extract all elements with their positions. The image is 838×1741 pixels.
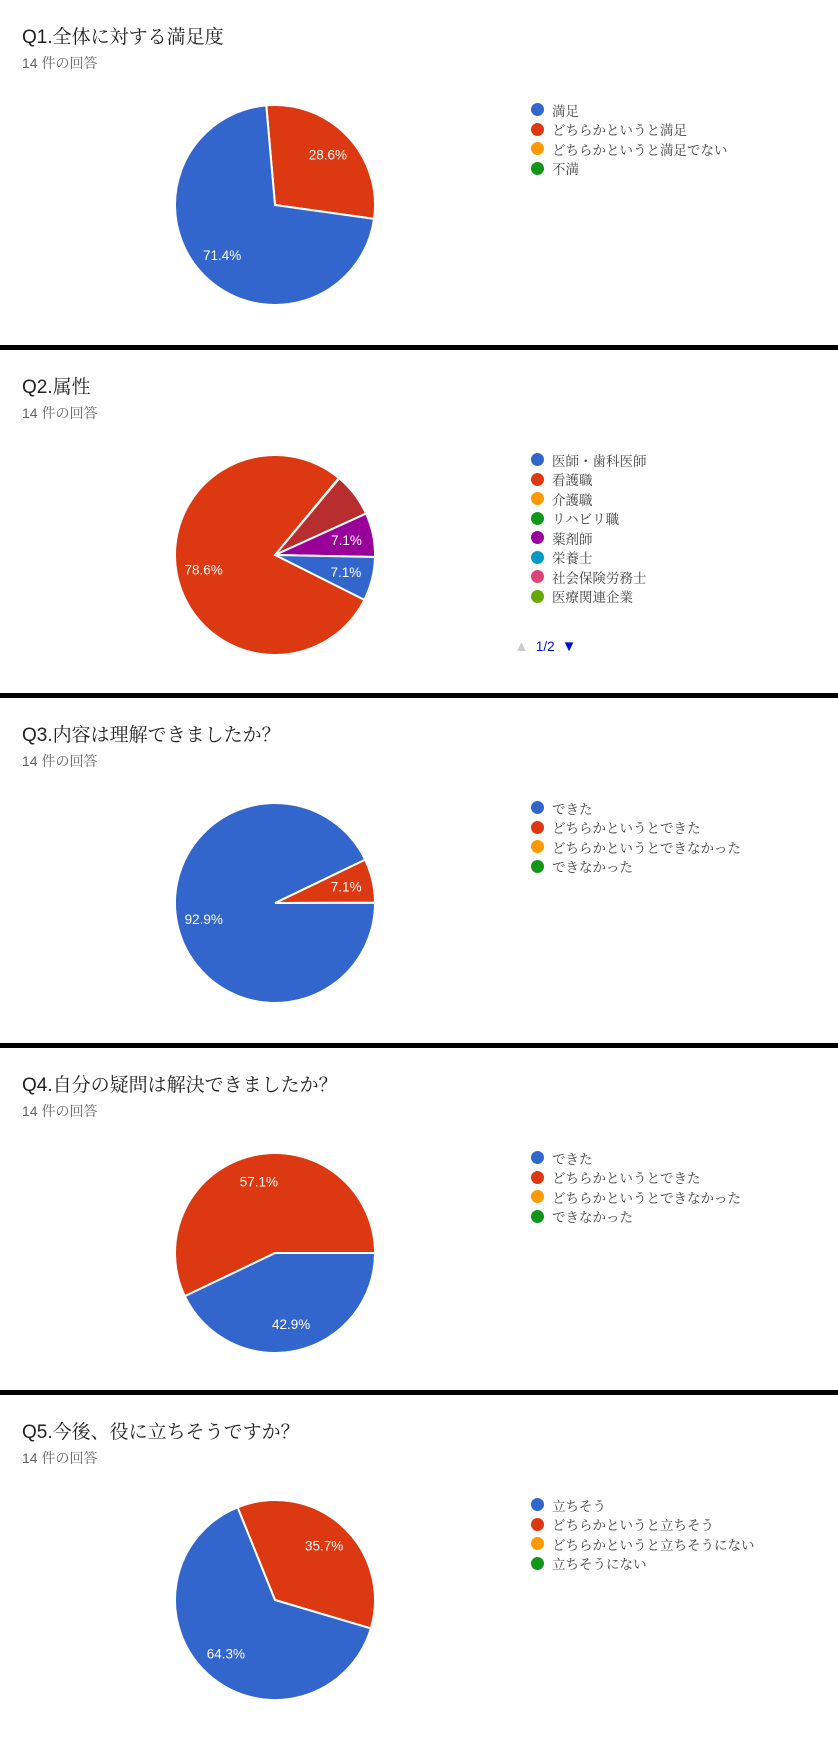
pie-chart xyxy=(170,100,380,310)
pie-slice-label: 71.4% xyxy=(202,248,242,264)
pie-chart xyxy=(170,450,380,660)
response-count: 14 件の回答 xyxy=(22,753,98,769)
legend-color-dot xyxy=(531,551,544,564)
legend-color-dot xyxy=(531,1537,544,1550)
pie-chart xyxy=(170,798,380,1008)
chart-legend xyxy=(531,450,647,606)
pie-slice-label: 92.9% xyxy=(184,912,223,928)
legend-item xyxy=(531,1515,755,1535)
response-count: 14 件の回答 xyxy=(22,405,98,421)
legend-item-label: 社会保険労務士 xyxy=(552,570,647,586)
pie-slice-label: 35.7% xyxy=(304,1538,344,1554)
legend-item-label: できなかった xyxy=(552,1210,633,1226)
legend-item xyxy=(531,1207,741,1227)
legend-item xyxy=(531,587,647,607)
question-title: Q1.全体に対する満足度 xyxy=(22,27,224,48)
pie-slice-label: 57.1% xyxy=(239,1174,279,1190)
legend-prev-icon: ▲ xyxy=(514,638,529,655)
legend-color-dot xyxy=(531,860,544,873)
legend-color-dot xyxy=(531,1518,544,1531)
question-title: Q2.属性 xyxy=(22,377,91,398)
legend-item-label: どちらかというとできなかった xyxy=(552,1190,741,1206)
legend-item xyxy=(531,100,728,120)
legend-item-label: 看護職 xyxy=(552,473,593,489)
legend-color-dot xyxy=(531,512,544,525)
legend-item-label: どちらかというとできなかった xyxy=(552,840,741,856)
legend-item-label: リハビリ職 xyxy=(552,512,620,528)
legend-item-label: どちらかというと立ちそうにない xyxy=(552,1537,755,1553)
question-section xyxy=(0,1048,838,1393)
legend-item-label: どちらかというと満足でない xyxy=(552,142,728,158)
question-section xyxy=(0,698,838,1043)
question-title: Q5.今後、役に立ちそうですか？ xyxy=(22,1422,300,1443)
legend-item xyxy=(531,528,647,548)
legend-item xyxy=(531,837,741,857)
legend-item-label: できた xyxy=(552,801,593,817)
legend-color-dot xyxy=(531,142,544,155)
chart-legend xyxy=(531,1495,755,1573)
legend-item xyxy=(531,1168,741,1188)
legend-item xyxy=(531,818,741,838)
question-section xyxy=(0,0,838,345)
legend-color-dot xyxy=(531,1151,544,1164)
legend-pager xyxy=(514,636,577,658)
legend-item-label: どちらかというと満足 xyxy=(552,123,687,139)
legend-item xyxy=(531,470,647,490)
legend-item xyxy=(531,489,647,509)
question-title: Q4.自分の疑問は解決できましたか？ xyxy=(22,1075,338,1096)
legend-color-dot xyxy=(531,531,544,544)
pie-slice xyxy=(175,803,375,1003)
pie-slice-label: 28.6% xyxy=(308,147,348,163)
legend-next-icon[interactable]: ▼ xyxy=(561,638,577,655)
chart-legend xyxy=(531,798,741,876)
legend-color-dot xyxy=(531,123,544,136)
legend-color-dot xyxy=(531,473,544,486)
legend-item-label: 介護職 xyxy=(552,492,593,508)
chart-legend xyxy=(531,100,728,178)
legend-color-dot xyxy=(531,1498,544,1511)
legend-item-label: 医師・歯科医師 xyxy=(552,453,647,469)
legend-item-label: 立ちそう xyxy=(552,1498,606,1514)
legend-item xyxy=(531,1534,755,1554)
pie-slice-label: 7.1% xyxy=(330,565,362,581)
legend-color-dot xyxy=(531,1557,544,1570)
legend-item xyxy=(531,1554,755,1574)
pie-slice-label: 7.1% xyxy=(331,532,362,548)
question-section xyxy=(0,1395,838,1740)
legend-item xyxy=(531,1148,741,1168)
legend-item-label: どちらかというと立ちそう xyxy=(552,1518,714,1534)
pie-slice-label: 64.3% xyxy=(206,1646,246,1662)
legend-item-label: 薬剤師 xyxy=(552,531,593,547)
legend-color-dot xyxy=(531,570,544,583)
legend-item xyxy=(531,509,647,529)
legend-color-dot xyxy=(531,103,544,116)
pie-slice-label: 42.9% xyxy=(271,1316,311,1332)
pie-chart xyxy=(170,1148,380,1358)
legend-item-label: どちらかというとできた xyxy=(552,821,701,837)
legend-item xyxy=(531,159,728,179)
legend-item-label: 栄養士 xyxy=(552,551,593,567)
legend-item xyxy=(531,139,728,159)
legend-item xyxy=(531,1495,755,1515)
pie-slice-label: 78.6% xyxy=(184,562,223,578)
pie-chart xyxy=(170,1495,380,1705)
legend-page-indicator: 1/2 xyxy=(535,639,555,654)
legend-item xyxy=(531,450,647,470)
question-title: Q3.内容は理解できましたか？ xyxy=(22,725,281,746)
legend-item-label: どちらかというとできた xyxy=(552,1171,701,1187)
legend-item-label: できた xyxy=(552,1151,593,1167)
question-section xyxy=(0,350,838,695)
legend-color-dot xyxy=(531,590,544,603)
chart-legend xyxy=(531,1148,741,1226)
legend-item xyxy=(531,798,741,818)
response-count: 14 件の回答 xyxy=(22,1450,98,1466)
legend-item xyxy=(531,1187,741,1207)
legend-item xyxy=(531,567,647,587)
response-count: 14 件の回答 xyxy=(22,1103,98,1119)
legend-color-dot xyxy=(531,492,544,505)
legend-item-label: できなかった xyxy=(552,860,633,876)
pie-slice-label: 7.1% xyxy=(330,879,362,895)
legend-color-dot xyxy=(531,1190,544,1203)
legend-item-label: 満足 xyxy=(552,103,579,119)
legend-item-label: 不満 xyxy=(552,162,579,178)
legend-item xyxy=(531,120,728,140)
legend-item xyxy=(531,548,647,568)
legend-item-label: 医療関連企業 xyxy=(552,590,633,606)
legend-color-dot xyxy=(531,821,544,834)
response-count: 14 件の回答 xyxy=(22,55,98,71)
legend-color-dot xyxy=(531,1210,544,1223)
legend-color-dot xyxy=(531,840,544,853)
legend-color-dot xyxy=(531,162,544,175)
legend-color-dot xyxy=(531,1171,544,1184)
legend-item-label: 立ちそうにない xyxy=(552,1557,647,1573)
legend-color-dot xyxy=(531,801,544,814)
legend-item xyxy=(531,857,741,877)
legend-color-dot xyxy=(531,453,544,466)
